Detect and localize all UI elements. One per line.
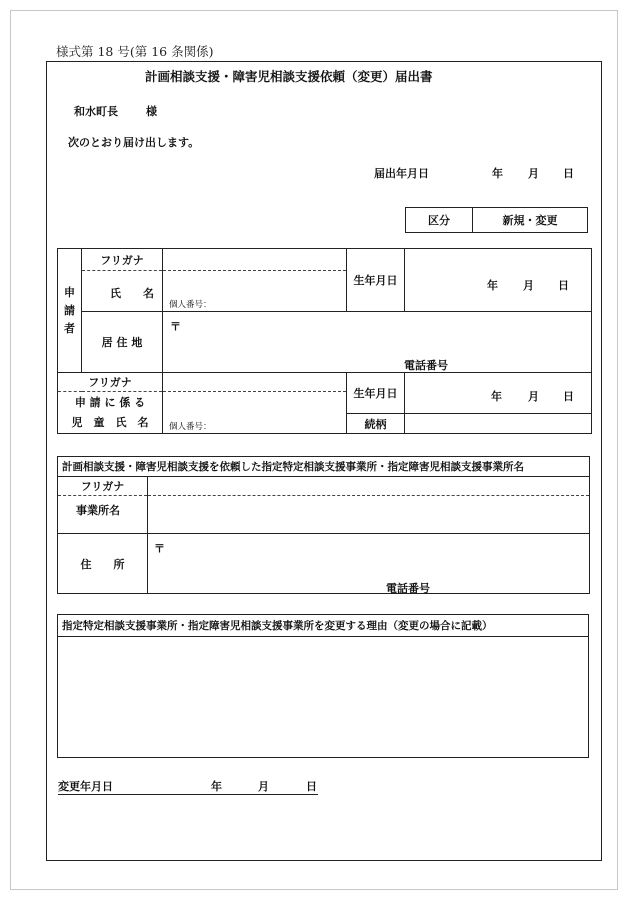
office-name-label-cell [58,496,148,534]
reason-heading: 指定特定相談支援事業所・指定障害児相談支援事業所を変更する理由（変更の場合に記載） [58,615,589,637]
reason-field[interactable] [58,637,589,758]
applicant-furigana-label: フリガナ [82,249,163,271]
child-label-line2: 児 童 氏 名 [71,415,149,429]
applicant-personal-number-label: 個人番号： [169,300,212,310]
applicant-group-label [58,249,82,373]
applicant-name-label: 氏 名 [110,287,154,300]
office-furigana-field[interactable] [148,477,590,496]
office-phone-label: 電話番号 [386,582,430,595]
child-birth-month-unit: 月 [528,390,539,403]
office-postal-mark: 〒 [154,542,165,555]
applicant-name-field[interactable] [163,271,347,312]
child-relation-label: 続柄 [347,414,405,434]
child-birth-year-unit: 年 [491,390,502,403]
child-birth-day-unit: 日 [563,390,574,403]
child-name-field[interactable] [163,392,347,434]
office-furigana-label: フリガナ [58,477,148,496]
submission-day-unit: 日 [563,167,574,180]
addressee-honorific: 様 [146,105,157,118]
child-label-line1: 申 請 に 係 る [74,395,146,409]
applicant-birth-year-unit: 年 [487,279,498,292]
child-label-cell [58,392,163,434]
applicant-table [57,248,592,434]
reason-table [57,614,589,758]
applicant-birth-field[interactable] [405,249,592,312]
applicant-postal-mark: 〒 [170,320,181,333]
applicant-address-field[interactable] [163,312,592,373]
applicant-char-2: 請 [64,303,75,317]
office-table [57,456,590,594]
applicant-address-label: 居 住 地 [82,312,163,373]
change-date-month-unit: 月 [258,780,269,793]
addressee-name: 和水町長 [74,105,118,118]
form-number: 様式第 18 号(第 16 条関係) [56,44,214,59]
applicant-birth-label: 生年月日 [347,249,405,312]
office-address-field[interactable] [148,534,590,594]
child-birth-field[interactable] [405,373,592,414]
applicant-char-1: 申 [64,285,75,299]
category-label: 区分 [406,208,473,233]
child-birth-label: 生年月日 [347,373,405,414]
change-date-day-unit: 日 [306,780,317,793]
applicant-furigana-field[interactable] [163,249,347,271]
office-heading: 計画相談支援・障害児相談支援を依頼した指定特定相談支援事業所・指定障害児相談支援事業所名 [58,457,590,477]
intro-text: 次のとおり届け出します。 [68,136,200,149]
child-relation-field[interactable] [405,414,592,434]
submission-date-label: 届出年月日 [374,167,429,180]
submission-month-unit: 月 [528,167,539,180]
child-furigana-label: フリガナ [58,373,163,392]
applicant-char-3: 者 [64,321,75,335]
change-date-year-unit: 年 [211,780,222,793]
form-title: 計画相談支援・障害児相談支援依頼（変更）届出書 [145,69,433,84]
applicant-name-label-cell [82,271,163,312]
applicant-birth-day-unit: 日 [558,279,569,292]
office-address-label: 住 所 [58,534,148,594]
category-value[interactable]: 新規・変更 [473,208,588,233]
child-personal-number-label: 個人番号： [169,422,212,432]
office-name-label: 事業所名 [76,504,120,517]
change-date-label: 変更年月日 [58,780,113,793]
child-furigana-field[interactable] [163,373,347,392]
applicant-phone-label: 電話番号 [404,359,448,372]
submission-year-unit: 年 [492,167,503,180]
applicant-birth-month-unit: 月 [523,279,534,292]
category-table [405,207,588,233]
office-name-field[interactable] [148,496,590,534]
